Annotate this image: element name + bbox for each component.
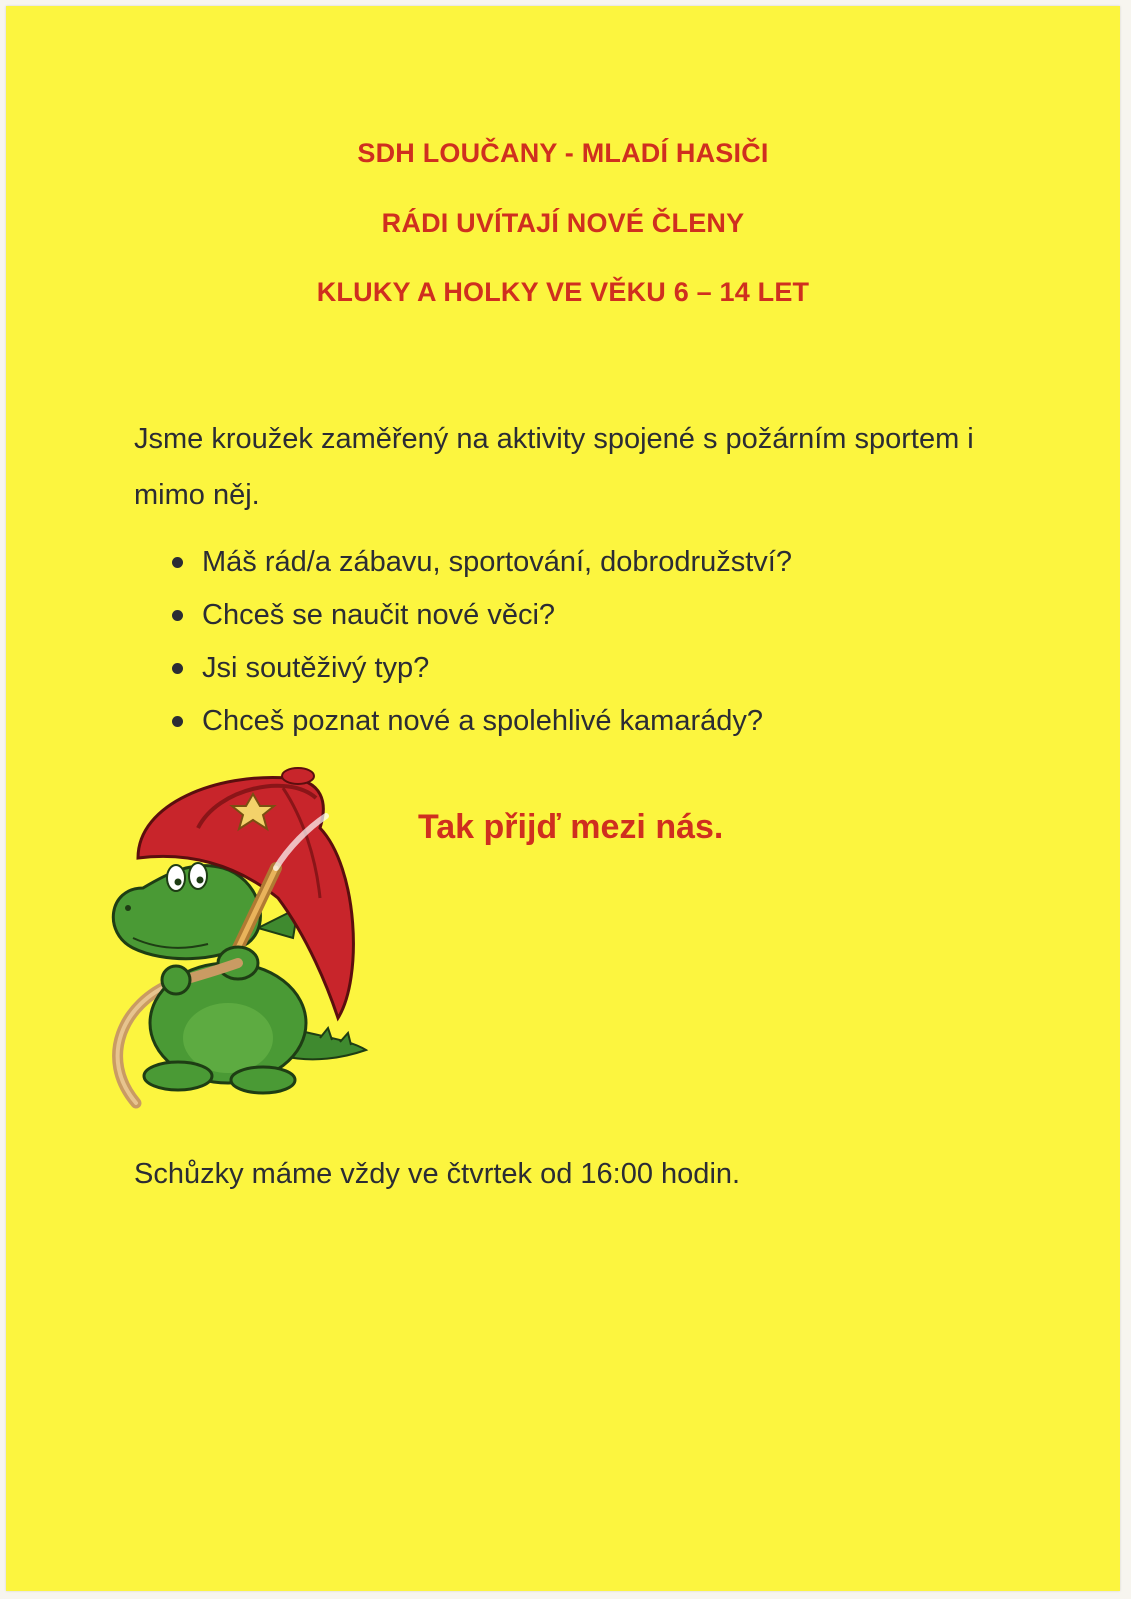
bullet-icon bbox=[172, 610, 183, 621]
bullet-icon bbox=[172, 557, 183, 568]
bullet-icon bbox=[172, 663, 183, 674]
list-item bbox=[168, 536, 792, 589]
call-to-action: Tak přijď mezi nás. bbox=[418, 808, 724, 846]
list-item-text: Chceš se naučit nové věci? bbox=[202, 599, 556, 631]
title-age-range: KLUKY A HOLKY VE VĚKU 6 – 14 LET bbox=[316, 277, 810, 307]
list-item bbox=[168, 642, 792, 695]
meeting-schedule: Schůzky máme vždy ve čtvrtek od 16:00 hodin. bbox=[134, 1158, 741, 1190]
intro-paragraph: Jsme kroužek zaměřený na aktivity spojené s požárním sportem i mimo něj. bbox=[134, 423, 974, 511]
title-club: SDH LOUČANY - MLADÍ HASIČI bbox=[357, 138, 769, 168]
list-item-text: Máš rád/a zábavu, sportování, dobrodružství? bbox=[202, 546, 792, 578]
title-welcome: RÁDI UVÍTAJÍ NOVÉ ČLENY bbox=[381, 208, 745, 238]
question-list bbox=[168, 536, 792, 748]
list-item-text: Chceš poznat nové a spolehlivé kamarády? bbox=[202, 705, 763, 737]
list-item bbox=[168, 695, 792, 748]
dragon-firefighter-illustration bbox=[88, 758, 388, 1118]
bullet-icon bbox=[172, 716, 183, 727]
flyer-page bbox=[6, 6, 1120, 1591]
list-item-text: Jsi soutěživý typ? bbox=[202, 652, 430, 684]
list-item bbox=[168, 589, 792, 642]
